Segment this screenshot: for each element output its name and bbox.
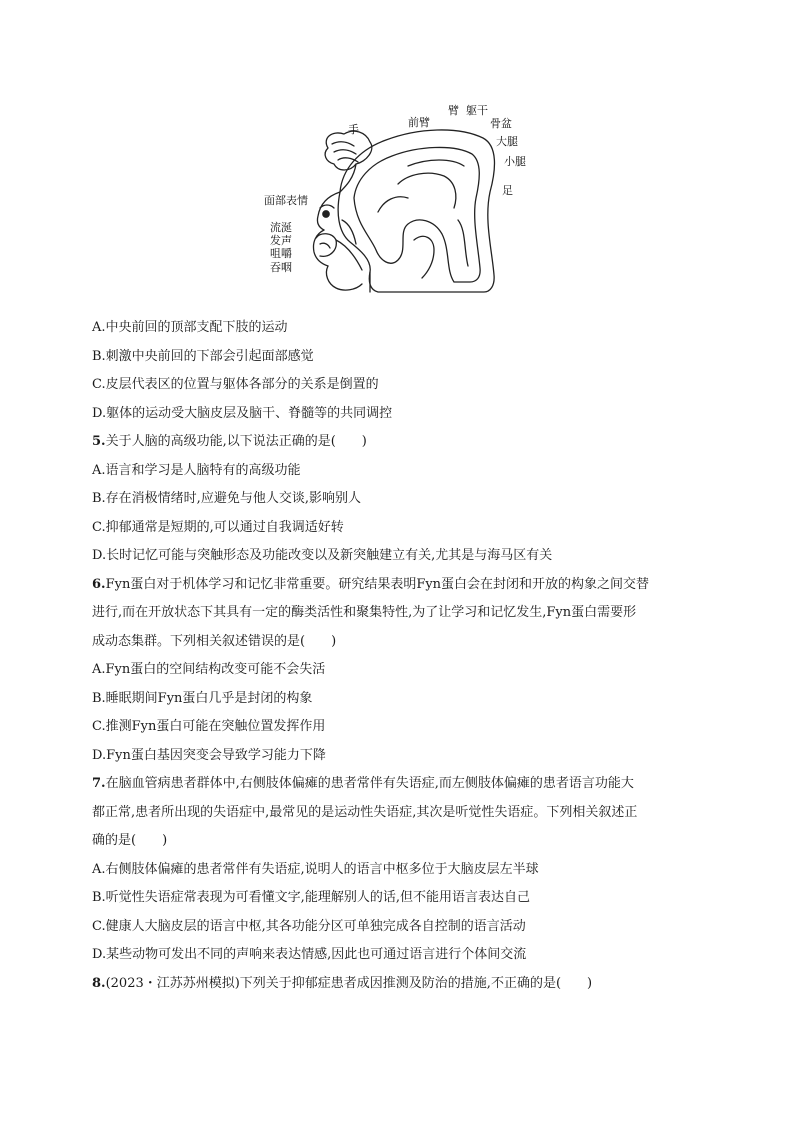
q8-number: 8. <box>92 975 106 991</box>
q5-option-d[interactable]: D.长时记忆可能与突触形态及功能改变以及新突触建立有关,尤其是与海马区有关 <box>92 548 553 563</box>
q7-number: 7. <box>92 776 106 791</box>
q4-option-a[interactable]: A.中央前回的顶部支配下肢的运动 <box>92 320 288 335</box>
q7-stem-line-3: 确的是( ) <box>92 833 168 848</box>
q7-stem-line-2: 都正常,患者所出现的失语症中,最常见的是运动性失语症,其次是听觉性失语症。下列相关叙述正 <box>92 804 638 820</box>
question-content <box>92 318 712 1002</box>
q5-number: 5. <box>92 434 106 449</box>
q7-option-a[interactable]: A.右侧肢体偏瘫的患者常伴有失语症,说明人的语言中枢多位于大脑皮层左半球 <box>92 861 539 877</box>
q4-option-c[interactable]: C.皮层代表区的位置与躯体各部分的关系是倒置的 <box>92 377 379 392</box>
q6-stem-line-2: 进行,而在开放状态下其具有一定的酶类活性和聚集特性,为了让学习和记忆发生,Fyn蛋白需要形 <box>92 605 637 620</box>
q4-options <box>92 318 712 423</box>
label-trunk: 躯干 <box>466 104 488 117</box>
label-thigh: 大腿 <box>496 135 518 148</box>
question-5 <box>92 432 712 565</box>
question-7 <box>92 774 712 964</box>
question-8 <box>92 974 712 993</box>
q5-option-a[interactable]: A.语言和学习是人脑特有的高级功能 <box>92 462 301 478</box>
label-shank: 小腿 <box>504 155 526 168</box>
label-pelvis: 骨盆 <box>490 117 512 130</box>
q5-option-c[interactable]: C.抑郁通常是短期的,可以通过自我调适好转 <box>92 519 344 535</box>
q6-option-d[interactable]: D.Fyn蛋白基因突变会导致学习能力下降 <box>92 747 326 763</box>
q4-option-b[interactable]: B.刺激中央前回的下部会引起面部感觉 <box>92 348 314 364</box>
q6-option-c[interactable]: C.推测Fyn蛋白可能在突触位置发挥作用 <box>92 719 326 734</box>
q8-stem-text: (2023・江苏苏州模拟)下列关于抑郁症患者成因推测及防治的措施,不正确的是( ) <box>105 975 593 991</box>
q6-option-b[interactable]: B.睡眠期间Fyn蛋白几乎是封闭的构象 <box>92 690 313 706</box>
q7-option-c[interactable]: C.健康人大脑皮层的语言中枢,其各功能分区可单独完成各自控制的语言活动 <box>92 918 526 934</box>
label-hand: 手 <box>348 123 359 136</box>
q6-number: 6. <box>92 576 106 592</box>
q5-stem <box>92 432 712 451</box>
label-forearm: 前臂 <box>408 116 430 129</box>
q7-option-b[interactable]: B.听觉性失语症常表现为可看懂文字,能理解别人的话,但不能用语言表达自己 <box>92 890 530 905</box>
brain-homunculus-figure <box>258 100 536 300</box>
label-chew: 咀嚼 <box>270 247 292 260</box>
label-foot: 足 <box>502 184 513 197</box>
label-vocalize: 发声 <box>270 234 292 247</box>
q4-option-d[interactable]: D.躯体的运动受大脑皮层及脑干、脊髓等的共同调控 <box>92 405 393 421</box>
question-6 <box>92 575 712 765</box>
label-face: 面部表情 <box>264 194 308 207</box>
label-swallow: 吞咽 <box>270 261 292 274</box>
q8-stem <box>92 974 712 993</box>
q7-stem-line-1 <box>92 774 712 793</box>
q6-option-a[interactable]: A.Fyn蛋白的空间结构改变可能不会失活 <box>92 662 326 677</box>
q6-stem-text-1: Fyn蛋白对于机体学习和记忆非常重要。研究结果表明Fyn蛋白会在封闭和开放的构象之间交替 <box>105 576 650 592</box>
label-salivation: 流涎 <box>270 221 292 234</box>
q7-stem-text-1: 在脑血管病患者群体中,右侧肢体偏瘫的患者常伴有失语症,而左侧肢体偏瘫的患者语言功能大 <box>105 776 634 791</box>
q7-option-d[interactable]: D.某些动物可发出不同的声响来表达情感,因此也可通过语言进行个体间交流 <box>92 947 527 962</box>
q5-stem-text: 关于人脑的高级功能,以下说法正确的是( ) <box>105 434 367 449</box>
label-arm: 臂 <box>448 104 459 117</box>
q6-stem-line-3: 成动态集群。下列相关叙述错误的是( ) <box>92 633 337 649</box>
q5-option-b[interactable]: B.存在消极情绪时,应避免与他人交谈,影响别人 <box>92 491 361 506</box>
q6-stem-line-1 <box>92 575 712 594</box>
